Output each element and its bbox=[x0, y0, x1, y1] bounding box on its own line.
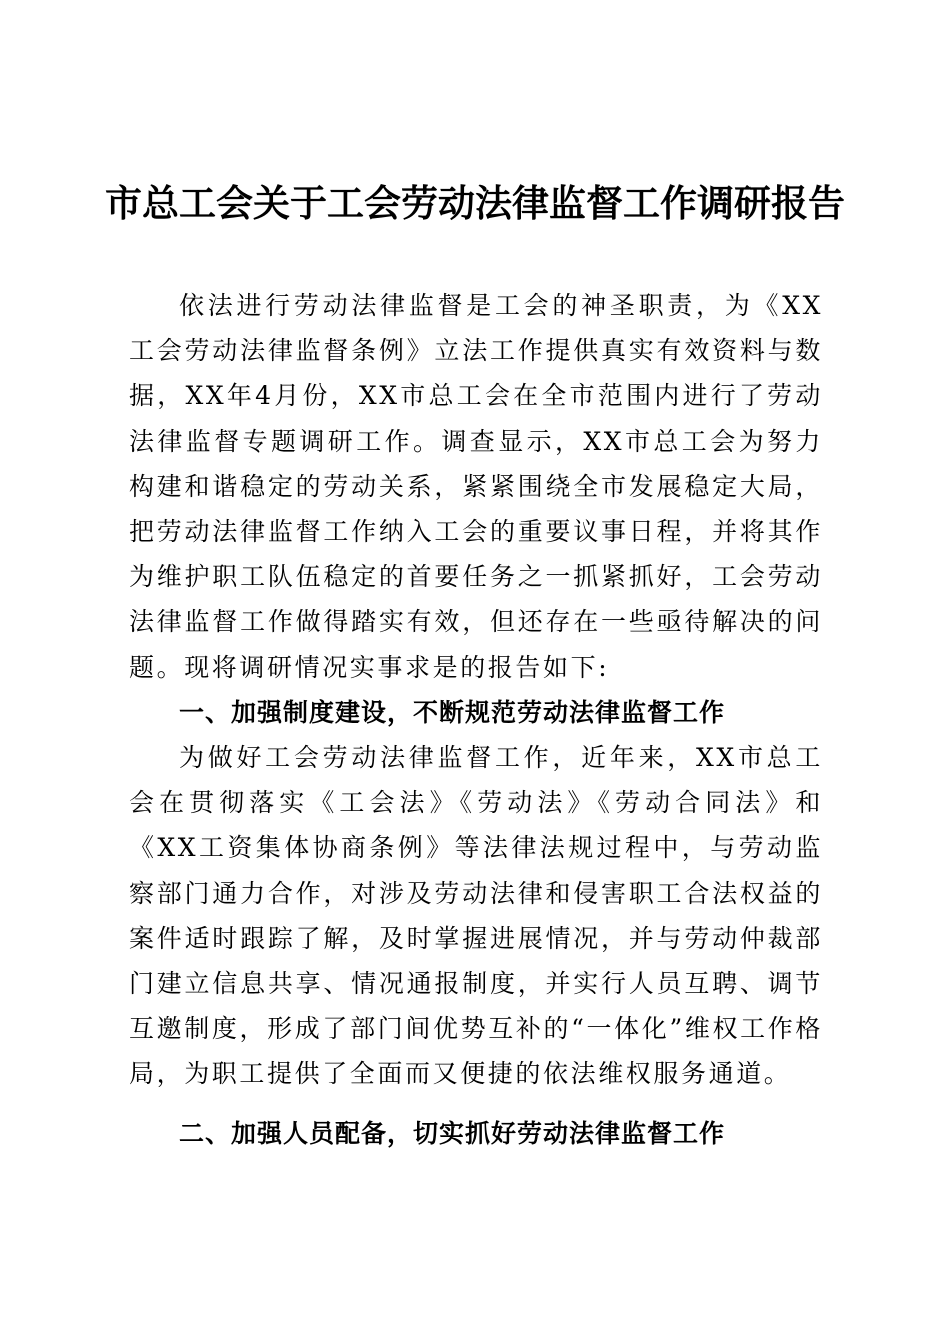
section-heading-2: 二、加强人员配备，切实抓好劳动法律监督工作 bbox=[179, 1118, 726, 1148]
document-title: 市总工会关于工会劳动法律监督工作调研报告 bbox=[105, 181, 845, 225]
intro-paragraph: 依法进行劳动法律监督是工会的神圣职责，为《XX工会劳动法律监督条例》立法工作提供真实有效资料与数据，XX年4月份，XX市总工会在全市范围内进行了劳动法律监督专题调研工作。调查显示，XX市总工会为努力构建和谐稳定的劳动关系，紧紧围绕全市发展稳定大局，把劳动法律监督工作纳入工会的重要议事日程，并将其作为维护职工队伍稳定的首要任务之一抓紧抓好，工会劳动法律监督工作做得踏实有效，但还存在一些亟待解决的问题。现将调研情况实事求是的报告如下: bbox=[129, 291, 823, 682]
document-body bbox=[129, 283, 823, 1156]
section-1-paragraph: 为做好工会劳动法律监督工作，近年来，XX市总工会在贯彻落实《工会法》《劳动法》《劳动合同法》和《XX工资集体协商条例》等法律法规过程中，与劳动监察部门通力合作，对涉及劳动法律和侵害职工合法权益的案件适时跟踪了解，及时掌握进展情况，并与劳动仲裁部门建立信息共享、情况通报制度，并实行人员互聘、调节互邀制度，形成了部门间优势互补的“一体化”维权工作格局，为职工提供了全面而又便捷的依法维权服务通道。 bbox=[129, 743, 823, 1089]
section-heading-1: 一、加强制度建设，不断规范劳动法律监督工作 bbox=[179, 697, 726, 727]
